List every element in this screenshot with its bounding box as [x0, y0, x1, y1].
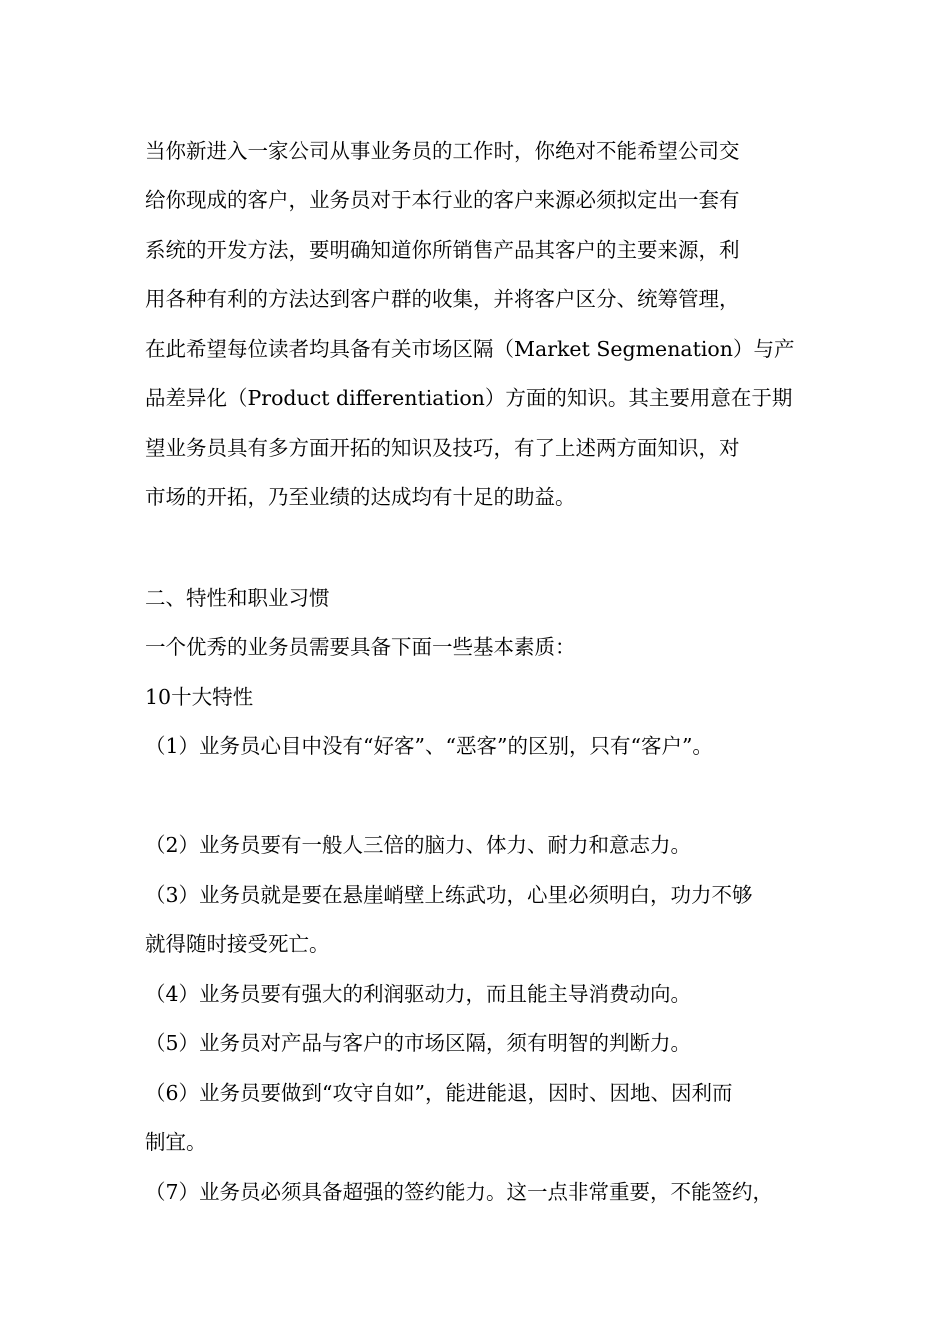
- list-item-continuation: 就得随时接受死亡。: [145, 932, 330, 956]
- paragraph-line: 给你现成的客户，业务员对于本行业的客户来源必须拟定出一套有: [145, 188, 740, 212]
- paragraph-line: 品差异化（Product differentiation）方面的知识。其主要用意在于期: [145, 386, 793, 410]
- paragraph-line: 当你新进入一家公司从事业务员的工作时，你绝对不能希望公司交: [145, 139, 740, 163]
- list-item: （4）业务员要有强大的利润驱动力，而且能主导消费动向。: [145, 982, 692, 1006]
- list-item-continuation: 制宜。: [145, 1130, 207, 1154]
- subheading: 10十大特性: [145, 685, 254, 709]
- list-item: （2）业务员要有一般人三倍的脑力、体力、耐力和意志力。: [145, 833, 692, 857]
- list-item: （1）业务员心目中没有“好客”、“恶客”的区别，只有“客户”。: [145, 734, 713, 758]
- paragraph-line: 望业务员具有多方面开拓的知识及技巧，有了上述两方面知识，对: [145, 436, 740, 460]
- list-item: （7）业务员必须具备超强的签约能力。这一点非常重要，不能签约，: [145, 1180, 774, 1204]
- section-intro: 一个优秀的业务员需要具备下面一些基本素质：: [145, 635, 576, 659]
- list-item: （6）业务员要做到“攻守自如”，能进能退，因时、因地、因利而: [145, 1081, 733, 1105]
- list-item: （5）业务员对产品与客户的市场区隔，须有明智的判断力。: [145, 1031, 692, 1055]
- paragraph-line: 市场的开拓，乃至业绩的达成均有十足的助益。: [145, 485, 576, 509]
- paragraph-line: 用各种有利的方法达到客户群的收集，并将客户区分、统筹管理，: [145, 287, 740, 311]
- section-heading: 二、特性和职业习惯: [145, 586, 330, 610]
- paragraph-line: 在此希望每位读者均具备有关市场区隔（Market Segmenation）与产: [145, 337, 795, 361]
- paragraph-line: 系统的开发方法，要明确知道你所销售产品其客户的主要来源，利: [145, 238, 740, 262]
- list-item: （3）业务员就是要在悬崖峭壁上练武功，心里必须明白，功力不够: [145, 883, 753, 907]
